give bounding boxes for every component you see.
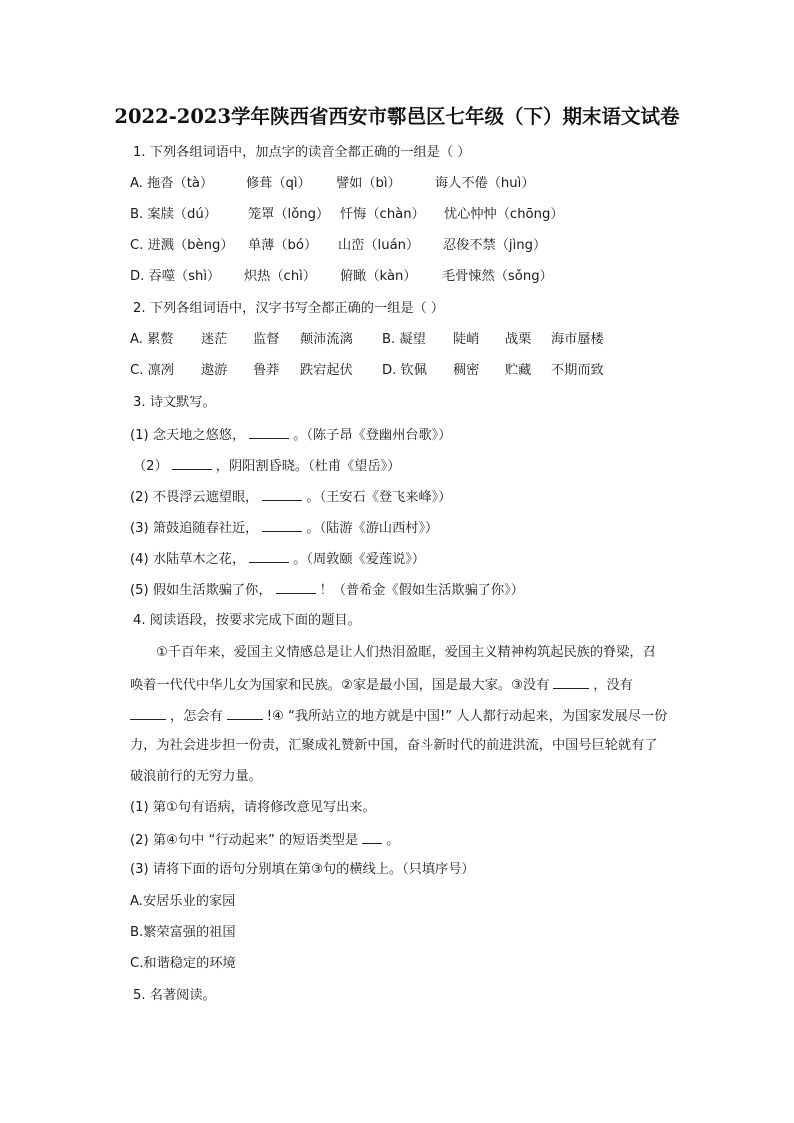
q3-item-1-pre: (1) 念天地之悠悠， — [130, 428, 246, 443]
q4-para-line-3a: ，怎会有 — [170, 709, 223, 724]
q4-sub-1: (1) 第①句有语病，请将修改意见写出来。 — [130, 800, 376, 815]
q4-blank-3[interactable] — [227, 706, 263, 720]
q4-para-line-2a: 唤着一代代中华儿女为国家和民族。②家是最小国，国是最大家。③没有 — [130, 678, 550, 693]
q4-choice-a: A.安居乐业的家园 — [130, 894, 236, 909]
q4-sub-2a: (2) 第④句中 “行动起来” 的短语类型是 — [130, 833, 359, 848]
q3-item-4 — [130, 518, 438, 538]
q1-option-a-3: 譬如（bì） — [336, 176, 401, 191]
q4-para-line-2 — [130, 675, 633, 695]
q2-c-3: 鲁莽 — [253, 363, 280, 378]
q3-item-1-post: 。（陈子昂《登幽州台歌》） — [293, 428, 452, 443]
q3-item-6-post: ！（普希金《假如生活欺骗了你》） — [319, 583, 524, 598]
q4-choice-b: B.繁荣富强的祖国 — [130, 925, 236, 940]
q1-option-d-3: 俯瞰（kàn） — [340, 269, 417, 284]
q1-option-b-3: 忏悔（chàn） — [340, 207, 425, 222]
q2-c-2: 遨游 — [201, 363, 228, 378]
q3-item-4-pre: (3) 箫鼓追随春社近， — [130, 521, 259, 536]
q2-d-4: 不期而致 — [551, 363, 604, 378]
q1-stem: 1. 下列各组词语中，加点字的读音全都正确的一组是（ ） — [133, 145, 471, 160]
q4-stem: 4. 阅读语段，按要求完成下面的题目。 — [133, 613, 361, 628]
q4-para-line-2b: ，没有 — [593, 678, 633, 693]
q4-sub-2b: 。 — [386, 833, 400, 848]
q3-item-6 — [130, 580, 524, 600]
q1-option-b-2: 笼罩（lǒng） — [248, 207, 330, 222]
q3-item-5-pre: (4) 水陆草木之花， — [130, 552, 246, 567]
q3-item-5-blank[interactable] — [249, 549, 289, 563]
q2-b-3: 战栗 — [505, 332, 532, 347]
q4-choice-c: C.和谐稳定的环境 — [130, 956, 236, 971]
q2-a-1: A. 累赘 — [130, 332, 174, 347]
q1-option-c-3: 山峦（luán） — [338, 238, 420, 253]
q3-item-4-blank[interactable] — [262, 518, 302, 532]
q1-option-d-2: 炽热（chì） — [244, 269, 317, 284]
q1-option-a-4: 诲人不倦（huì） — [435, 176, 535, 191]
q1-option-b-1: B. 案牍（dú） — [130, 207, 217, 222]
q1-option-d-4: 毛骨悚然（sǒng） — [442, 269, 553, 284]
q5-stem: 5. 名著阅读。 — [133, 988, 216, 1003]
q2-a-3: 监督 — [253, 332, 280, 347]
q3-item-4-post: 。（陆游《游山西村》） — [306, 521, 439, 536]
q3-item-2-blank[interactable] — [172, 456, 212, 470]
q3-stem: 3. 诗文默写。 — [133, 395, 216, 410]
q2-b-4: 海市蜃楼 — [551, 332, 604, 347]
q3-item-6-pre: (5) 假如生活欺骗了你， — [130, 583, 272, 598]
q4-para-line-3 — [130, 706, 667, 726]
q3-item-5 — [130, 549, 425, 569]
q3-item-5-post: 。（周敦颐《爱莲说》） — [293, 552, 426, 567]
q3-item-2-post: ，阴阳割昏晓。（杜甫《望岳》） — [215, 459, 401, 474]
page-title: 2022-2023学年陕西省西安市鄠邑区七年级（下）期末语文试卷 — [114, 105, 680, 128]
q3-item-2-pre: （2） — [133, 459, 168, 474]
q2-c-4: 跌宕起伏 — [300, 363, 353, 378]
q3-item-1 — [130, 425, 451, 445]
q3-item-6-blank[interactable] — [276, 580, 316, 594]
q2-b-2: 陡峭 — [453, 332, 480, 347]
q2-d-3: 贮藏 — [505, 363, 532, 378]
q3-item-3-post: 。（王安石《登飞来峰》） — [306, 490, 452, 505]
q1-option-a-1: A. 拖沓（tà） — [130, 176, 214, 191]
q4-sub-2 — [130, 830, 399, 850]
q4-para-line-5: 破浪前行的无穷力量。 — [130, 769, 262, 784]
q1-option-c-2: 单薄（bó） — [248, 238, 318, 253]
q3-item-3 — [130, 487, 451, 507]
q2-c-1: C. 凛冽 — [130, 363, 174, 378]
q4-para-line-1: ①千百年来，爱国主义情感总是让人们热泪盈眶，爱国主义精神构筑起民族的脊梁，召 — [156, 645, 656, 660]
q4-para-line-3b: !④ “我所站立的地方就是中国!” 人人都行动起来，为国家发展尽一份 — [266, 709, 668, 724]
q3-item-3-blank[interactable] — [262, 487, 302, 501]
q1-option-b-4: 忧心忡忡（chōng） — [444, 207, 564, 222]
q2-a-4: 颠沛流漓 — [300, 332, 353, 347]
q4-blank-1[interactable] — [553, 675, 589, 689]
q1-option-c-4: 忍俊不禁（jìng） — [443, 238, 547, 253]
q2-a-2: 迷茫 — [201, 332, 228, 347]
q3-item-2 — [133, 456, 400, 476]
q2-stem: 2. 下列各组词语中，汉字书写全都正确的一组是（ ） — [133, 301, 445, 316]
q3-item-3-pre: (2) 不畏浮云遮望眼， — [130, 490, 259, 505]
q2-b-1: B. 凝望 — [382, 332, 426, 347]
q4-para-line-4: 力，为社会进步担一份责，汇聚成礼赞新中国，奋斗新时代的前进洪流，中国号巨轮就有了 — [130, 738, 658, 753]
q2-d-1: D. 钦佩 — [382, 363, 427, 378]
q1-option-a-2: 修葺（qì） — [246, 176, 311, 191]
q4-sub-3: (3) 请将下面的语句分别填在第③句的横线上。（只填序号） — [130, 862, 475, 877]
q4-sub-2-blank[interactable] — [362, 830, 382, 844]
q3-item-1-blank[interactable] — [249, 425, 289, 439]
q4-blank-2[interactable] — [130, 706, 166, 720]
q1-option-d-1: D. 吞噬（shì） — [130, 269, 221, 284]
q2-d-2: 稠密 — [453, 363, 480, 378]
q1-option-c-1: C. 迸溅（bèng） — [130, 238, 234, 253]
